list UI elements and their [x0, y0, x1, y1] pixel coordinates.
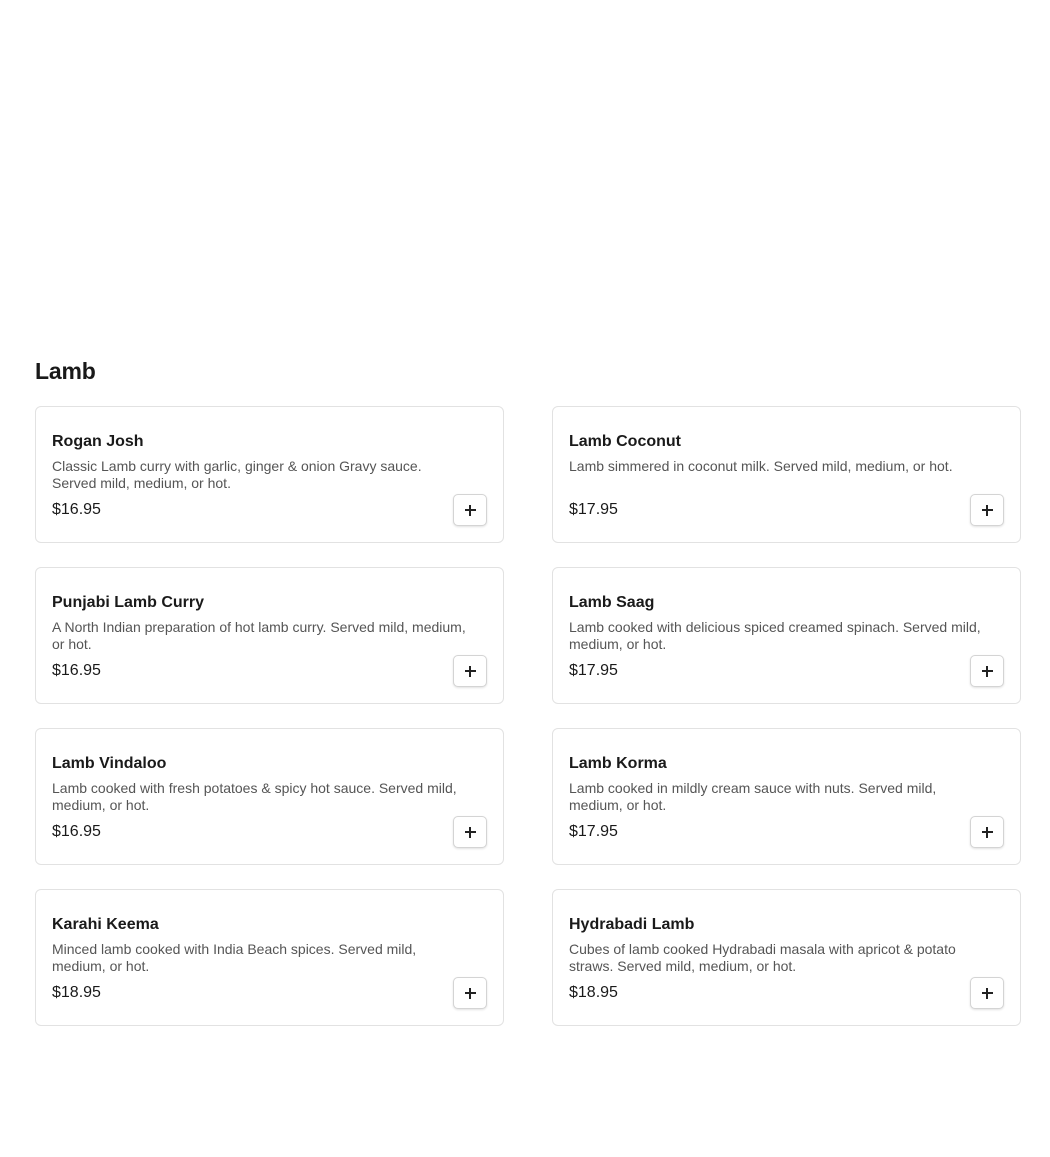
plus-icon: [465, 505, 476, 516]
menu-item-description: Lamb cooked with fresh potatoes & spicy hot sauce. Served mild, medium, or hot.: [52, 780, 457, 813]
plus-icon: [982, 505, 993, 516]
plus-icon: [465, 988, 476, 999]
menu-item-description: Minced lamb cooked with India Beach spices. Served mild, medium, or hot.: [52, 941, 417, 974]
plus-icon: [982, 988, 993, 999]
menu-item-name: Karahi Keema: [52, 916, 159, 933]
menu-item-description: Classic Lamb curry with garlic, ginger & onion Gravy sauce. Served mild, medium, or hot.: [52, 458, 422, 491]
menu-item-card[interactable]: [35, 728, 504, 865]
menu-item-card[interactable]: [35, 406, 504, 543]
menu-item-name: Lamb Coconut: [569, 433, 681, 450]
menu-item-card[interactable]: [552, 889, 1021, 1026]
menu-section-lamb: [35, 355, 1021, 1026]
add-to-cart-button[interactable]: [453, 655, 487, 687]
menu-item-card[interactable]: [35, 889, 504, 1026]
menu-item-name: Lamb Saag: [569, 594, 655, 611]
menu-item-card[interactable]: [552, 567, 1021, 704]
menu-item-price: $17.95: [569, 501, 618, 518]
menu-item-price: $17.95: [569, 823, 618, 840]
menu-item-description: Cubes of lamb cooked Hydrabadi masala with apricot & potato straws. Served mild, medium, or hot.: [569, 941, 956, 974]
add-to-cart-button[interactable]: [970, 655, 1004, 687]
menu-item-price: $18.95: [52, 984, 101, 1001]
add-to-cart-button[interactable]: [970, 977, 1004, 1009]
add-to-cart-button[interactable]: [453, 816, 487, 848]
menu-item-price: $16.95: [52, 662, 101, 679]
add-to-cart-button[interactable]: [970, 816, 1004, 848]
menu-item-card[interactable]: [552, 728, 1021, 865]
menu-item-name: Rogan Josh: [52, 433, 144, 450]
menu-item-price: $18.95: [569, 984, 618, 1001]
add-to-cart-button[interactable]: [453, 977, 487, 1009]
menu-item-price: $16.95: [52, 501, 101, 518]
menu-item-description: A North Indian preparation of hot lamb curry. Served mild, medium, or hot.: [52, 619, 466, 652]
menu-item-name: Lamb Vindaloo: [52, 755, 167, 772]
menu-item-card[interactable]: [552, 406, 1021, 543]
menu-item-price: $16.95: [52, 823, 101, 840]
menu-item-name: Hydrabadi Lamb: [569, 916, 695, 933]
plus-icon: [982, 666, 993, 677]
plus-icon: [465, 666, 476, 677]
menu-items-grid: [35, 406, 1021, 1026]
plus-icon: [982, 827, 993, 838]
plus-icon: [465, 827, 476, 838]
section-title: Lamb: [35, 358, 96, 384]
menu-item-card[interactable]: [35, 567, 504, 704]
add-to-cart-button[interactable]: [453, 494, 487, 526]
add-to-cart-button[interactable]: [970, 494, 1004, 526]
menu-item-description: Lamb cooked in mildly cream sauce with nuts. Served mild, medium, or hot.: [569, 780, 937, 813]
menu-item-description: Lamb simmered in coconut milk. Served mild, medium, or hot.: [569, 458, 953, 474]
menu-item-description: Lamb cooked with delicious spiced creamed spinach. Served mild, medium, or hot.: [569, 619, 981, 652]
menu-item-price: $17.95: [569, 662, 618, 679]
menu-item-name: Lamb Korma: [569, 755, 667, 772]
menu-item-name: Punjabi Lamb Curry: [52, 594, 205, 611]
